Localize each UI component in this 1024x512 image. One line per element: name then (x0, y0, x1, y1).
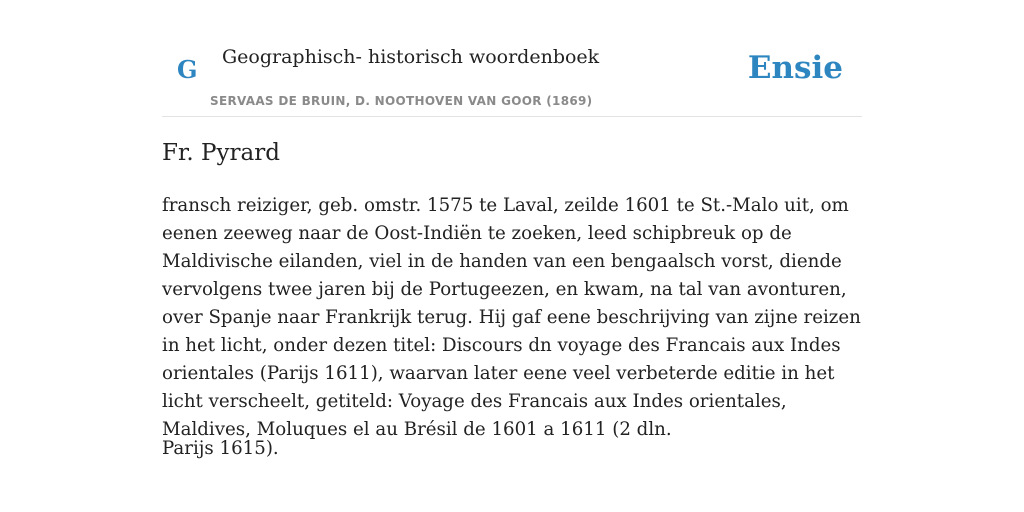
book-header (162, 40, 862, 117)
entry-title: Fr. Pyrard (162, 140, 280, 166)
entry-paragraph: fransch reiziger, geb. omstr. 1575 te Laval, zeilde 1601 te St.-Malo uit, om eenen zeeweg naar de Oost-Indiën te zoeken, leed schipbreuk op de Maldivische eilanden, viel in de handen van een bengaalsch vorst, diende vervolgens twee jaren bij de Portugeezen, en kwam, na tal van avonturen, over Spanje naar Frankrijk terug. Hij gaf eene beschrijving van zijne reizen in het licht, onder dezen titel: Discours dn voyage des Francais aux Indes orientales (Parijs 1611), waarvan later eene veel verbeterde editie in het licht verscheelt, getiteld: Voyage des Francais aux Indes orientales, Maldives, Moluques el au Brésil de 1601 a 1611 (2 dln. (162, 195, 861, 440)
ensie-logo[interactable]: Ensie (747, 50, 843, 86)
book-author: SERVAAS DE BRUIN, D. NOOTHOVEN VAN GOOR (1869) (210, 94, 593, 108)
entry-paragraph: Parijs 1615). (162, 438, 279, 459)
book-title-link[interactable]: Geographisch- historisch woordenboek (222, 46, 600, 68)
book-logo[interactable]: G (177, 55, 198, 84)
